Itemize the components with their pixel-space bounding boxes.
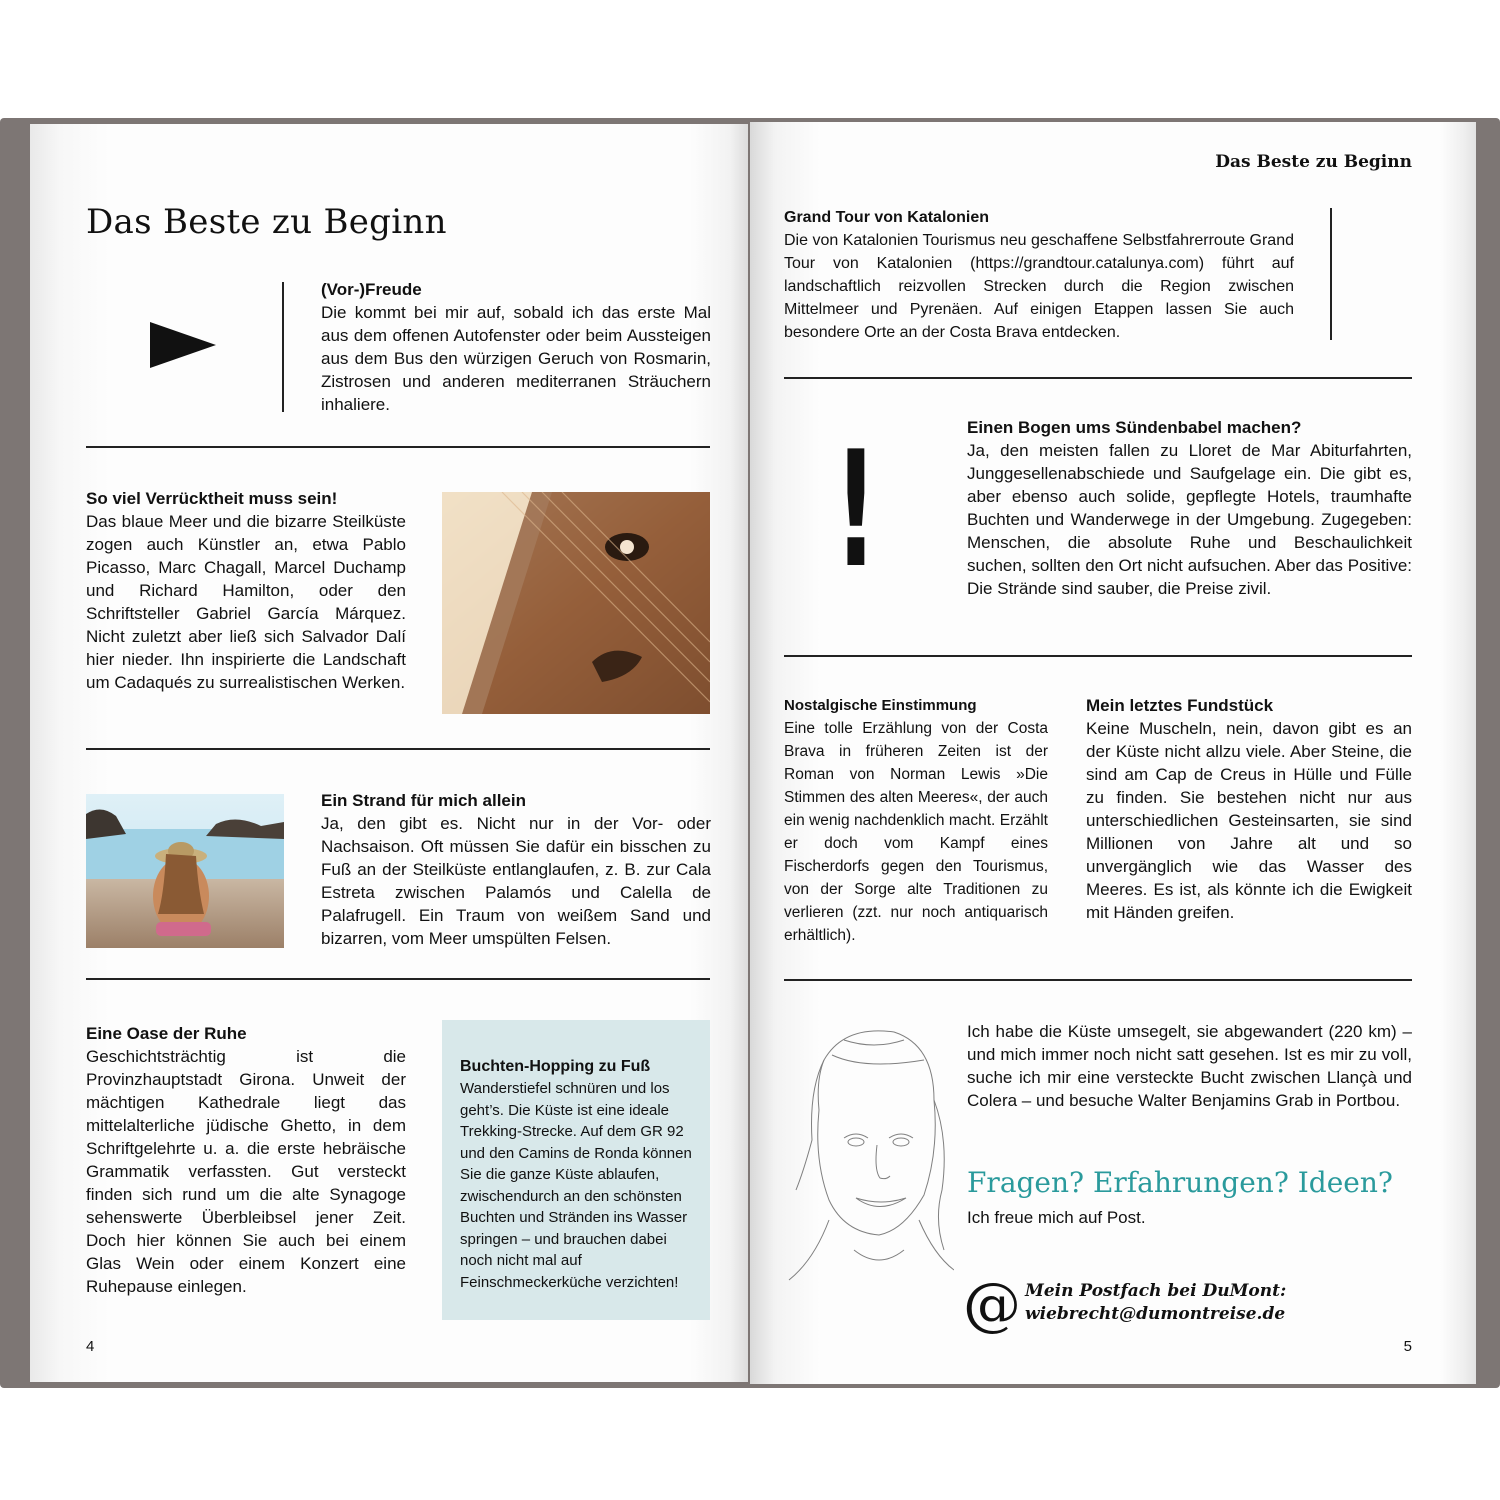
play-arrow-icon (148, 320, 218, 370)
section-suendenbabel (967, 416, 1412, 600)
section-text: Die kommt bei mir auf, sobald ich das erste Mal aus dem offenen Autofenster oder beim Aussteigen aus dem Bus den würzigen Geruch von Rosmarin, Zistrosen und anderen mediterranen Sträuchern inhaliere. (321, 303, 711, 414)
author-text: Ich habe die Küste umsegelt, sie abgewandert (220 km) – und mich immer noch nicht satt gesehen. Ist es mir zu voll, suche ich mir eine versteckte Bucht zwischen Llançà und Colera – und besuche Walter Benjamins Grab in Portbou. (967, 1022, 1412, 1110)
exclamation-icon: ! (834, 416, 878, 603)
section-text: Geschichtsträchtig ist die Provinzhauptstadt Girona. Unweit der mächtigen Kathedrale liegt das mittelalterliche jüdische Ghetto, in dem Schriftgelehrte u. a. die erste hebräische Grammatik verfassten. Gut versteckt finden sich rund um die alte Synagoge sehenswerte Überbleibsel jener Zeit. Doch hier können Sie auch bei einem Glas Wein oder einem Konzert eine Ruhepause einlegen. (86, 1047, 406, 1296)
section-divider-vertical (282, 282, 284, 412)
question-heading: Fragen? Erfahrungen? Ideen? (967, 1166, 1393, 1199)
left-page (30, 124, 748, 1382)
page-number: 5 (1403, 1338, 1412, 1355)
section-rule (784, 655, 1412, 657)
mail-address-link[interactable]: wiebrecht@dumontreise.de (1025, 1304, 1286, 1324)
section-vorfreude (321, 278, 711, 416)
info-box-text: Wanderstiefel schnüren und los geht’s. Die Küste ist eine ideale Trekking-Strecke. Auf dem GR 92 und den Camins de Ronda können Sie die ganze Küste ablaufen, zwischendurch an den schönsten Buchten und Stränden ins Wasser springen – und brauchen dabei noch nicht mal auf Feinschmeckerküche verzichten! (460, 1080, 692, 1291)
info-box-heading: Buchten-Hopping zu Fuß (460, 1058, 651, 1075)
section-text: Eine tolle Erzählung von der Costa Brava in früheren Zeiten ist der Roman von Norman Lewis »Die Stimmen des alten Meeres«, der auch ein wenig nachdenklich macht. Erzählt er doch vom Kampf eines Fischerdorfs gegen den Tourismus, von der Sorge alte Traditionen zu verlieren (zzt. nur noch antiquarisch erhältlich). (784, 720, 1048, 944)
dali-photo (442, 492, 710, 714)
at-icon: @ (963, 1270, 1021, 1338)
section-verruecktheit (86, 487, 406, 694)
section-text: Die von Katalonien Tourismus neu geschaffene Selbstfahrerroute Grand Tour von Katalonien (https://grandtour.catalunya.com) führt auf landschaftlich reizvollen Strecken durch die Region zwischen Mittelmeer und Pyrenäen. Auf einigen Etappen lassen Sie auch besondere Orte an der Costa Brava entdecken. (784, 232, 1294, 341)
section-heading: (Vor-)Freude (321, 280, 422, 299)
section-heading: Nostalgische Einstimmung (784, 697, 977, 714)
section-strand (321, 789, 711, 950)
section-text: Keine Muscheln, nein, davon gibt es an der Küste nicht allzu viele. Aber Steine, die sind am Cap de Creus in Hülle und Fülle zu finden. Sie bestehen nicht nur aus unterschiedlichen Gesteinsarten, sie sind Millionen von Jahre alt und so unvergänglich wie das Wasser des Meeres. Es ist, als könnte ich die Ewigkeit mit Händen greifen. (1086, 719, 1412, 922)
section-heading: Mein letztes Fundstück (1086, 696, 1274, 715)
section-rule (86, 978, 710, 980)
section-text: Das blaue Meer und die bizarre Steilküste zogen auch Künstler an, etwa Pablo Picasso, Marc Chagall, Marcel Duchamp und Richard Hamilton, oder den Schriftsteller Gabriel García Márquez. Nicht zuletzt aber ließ sich Salvador Dalí hier nieder. Ihn inspirierte die Landschaft um Cadaqués zu surrealistischen Werken. (86, 512, 406, 692)
section-heading: Ein Strand für mich allein (321, 791, 526, 810)
section-divider-vertical (1330, 208, 1332, 340)
section-heading: Grand Tour von Katalonien (784, 209, 990, 226)
beach-photo (86, 794, 284, 948)
section-rule (784, 377, 1412, 379)
section-text: Ja, den gibt es. Nicht nur in der Vor- oder Nachsaison. Oft müssen Sie dafür ein bisschen zu Fuß an der Steilküste entlanglaufen, z. B. zur Cala Estreta zwischen Palamós und Calella de Palafrugell. Ein Traum von weißem Sand und bizarren, vom Meer umspülten Felsen. (321, 814, 711, 948)
section-oase (86, 1022, 406, 1298)
section-grand-tour (784, 206, 1294, 344)
section-text: Ja, den meisten fallen zu Lloret de Mar Abiturfahrten, Junggesellenabschiede und Saufgelage ein. Die gibt es, aber ebenso auch solide, gepflegte Hotels, traumhafte Buchten und Wanderwege in der Umgebung. Zugegeben: Menschen, die absolute Ruhe und Beschaulichkeit suchen, sollten den Ort nicht aufsuchen. Aber das Positive: Die Strände sind sauber, die Preise zivil. (967, 441, 1412, 598)
author-sketch (784, 1020, 954, 1310)
section-rule (86, 446, 710, 448)
section-heading: Einen Bogen ums Sündenbabel machen? (967, 418, 1302, 437)
page-title: Das Beste zu Beginn (86, 202, 447, 242)
page-number: 4 (86, 1338, 95, 1355)
section-heading: So viel Verrücktheit muss sein! (86, 489, 338, 508)
info-box (442, 1020, 710, 1320)
section-heading: Eine Oase der Ruhe (86, 1024, 247, 1043)
running-head: Das Beste zu Beginn (1215, 152, 1412, 172)
section-fundstueck (1086, 694, 1412, 924)
question-sub: Ich freue mich auf Post. (967, 1208, 1146, 1227)
mail-label: Mein Postfach bei DuMont: (1025, 1281, 1287, 1301)
section-rule (784, 979, 1412, 981)
section-nostalgisch (784, 694, 1048, 947)
right-page (750, 122, 1476, 1384)
section-rule (86, 748, 710, 750)
